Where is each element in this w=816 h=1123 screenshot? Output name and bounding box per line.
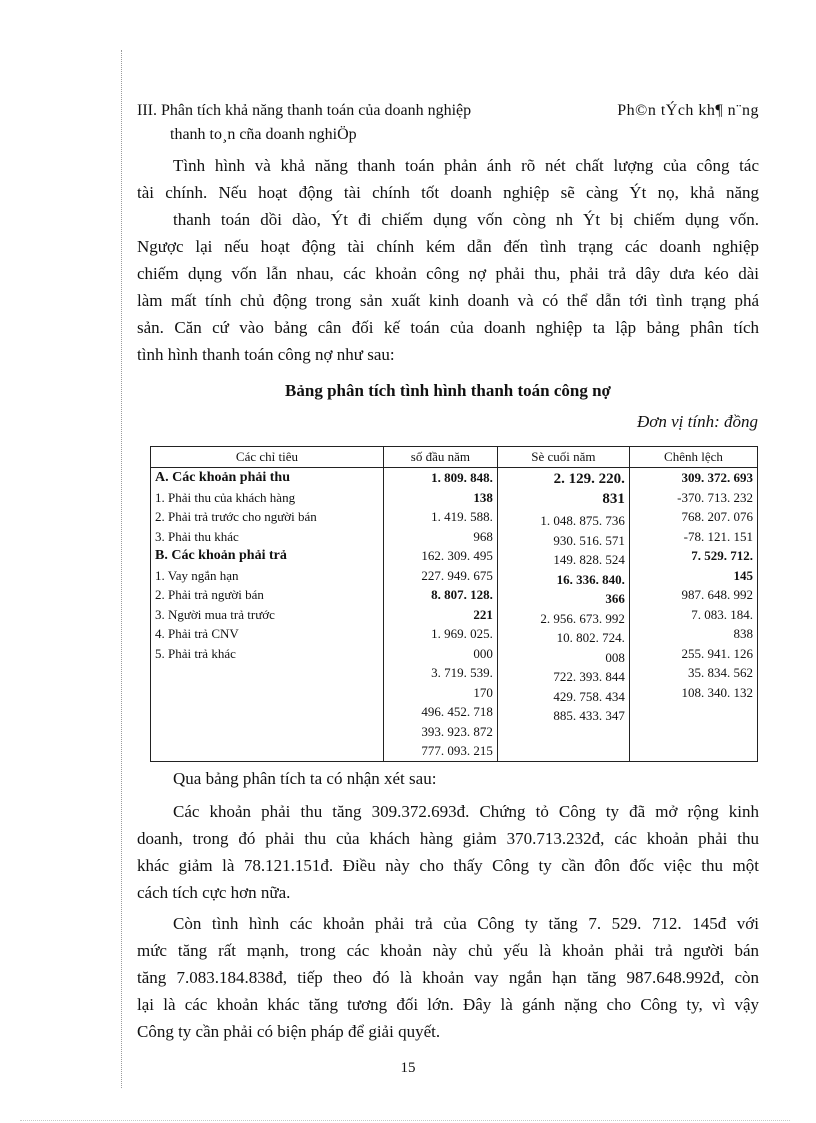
value-line: 831 [602, 490, 625, 507]
value-line: 000 [473, 645, 493, 661]
table-title: Bảng phân tích tình hình thanh toán công nợ [285, 381, 611, 400]
value-line: 496. 452. 718 [421, 704, 493, 719]
value-line: 2. 956. 673. 992 [540, 610, 625, 626]
value-line: 722. 393. 844 [553, 669, 625, 684]
paragraph-line: Tình hình và khả năng thanh toán phản ánh rõ nét chất lượng của công tác [173, 156, 759, 175]
begin-year-cell [383, 468, 497, 762]
value-line: 16. 336. 840. [556, 571, 625, 587]
value-line: 1. 969. 025. [431, 626, 493, 641]
value-line: 768. 207. 076 [681, 509, 753, 524]
value-line: 7. 083. 184. [691, 606, 753, 622]
criteria-item: 3. Phải thu khác [155, 528, 239, 544]
value-line: 309. 372. 693 [681, 470, 753, 485]
paragraph-line: thanh toán dồi dào, Ýt đi chiếm dụng vốn còng nh Ýt bị chiếm dụng vốn. [173, 210, 759, 229]
page-bottom-guide [20, 1120, 790, 1121]
value-line: 1. 048. 875. 736 [540, 513, 625, 528]
difference-cell [629, 468, 757, 762]
paragraph-line: tình hình thanh toán công nợ như sau: [137, 345, 395, 364]
criteria-item: 2. Phải trả trước cho người bán [155, 509, 317, 524]
criteria-group: A. Các khoản phải thu [155, 470, 290, 485]
value-line: 008 [605, 649, 625, 665]
remarks-paragraph-1 [137, 798, 759, 906]
table-header-row [151, 447, 758, 468]
unit-label: Đơn vị tính: đồng [637, 412, 758, 431]
value-line: 3. 719. 539. [431, 665, 493, 680]
value-line: 221 [473, 606, 493, 622]
paragraph-line: Công ty cần phải có biện pháp để giải quyết. [137, 1022, 441, 1041]
section-heading-garbled: Ph©n tÝch kh¶ n¨ng [617, 102, 759, 119]
value-line: 2. 129. 220. [553, 471, 625, 487]
remarks-intro [137, 765, 759, 792]
value-line: 429. 758. 434 [553, 688, 625, 704]
section-heading [137, 99, 759, 123]
value-line: 968 [473, 528, 493, 544]
paragraph-line: khác giảm là 78.121.151đ. Điều này cho thấy Công ty cần đôn đốc việc thu một [137, 856, 759, 875]
criteria-cell [151, 468, 384, 762]
value-line: 255. 941. 126 [681, 645, 753, 661]
criteria-item: 1. Phải thu của khách hàng [155, 489, 296, 505]
paragraph-line: doanh, trong đó phải thu của khách hàng giảm 370.713.232đ, các khoản phải thu [137, 829, 759, 848]
section-heading-text: III. Phân tích khả năng thanh toán của doanh nghiệp [137, 102, 472, 119]
value-line: 227. 949. 675 [421, 567, 493, 583]
value-line: 838 [733, 626, 753, 641]
paragraph-line: lại là các khoản khác tăng tương đối lớn. Đây là gánh nặng cho Công ty, vì vậy [137, 995, 759, 1014]
criteria-item: 5. Phải trả khác [155, 645, 236, 661]
value-line: 8. 807. 128. [431, 587, 493, 602]
criteria-item: 4. Phải trả CNV [155, 626, 239, 641]
section-heading-continuation: thanh to¸n cña doanh nghiÖp [170, 126, 357, 143]
paragraph-line: sản. Căn cứ vào bảng cân đối kế toán của doanh nghiệp ta lập bảng phân tích [137, 318, 759, 337]
paragraph-line: Các khoản phải thu tăng 309.372.693đ. Chứng tỏ Công ty đã mở rộng kinh [173, 802, 759, 821]
intro-paragraph [137, 152, 759, 368]
value-line: 10. 802. 724. [556, 630, 625, 645]
value-line: 1. 809. 848. [431, 470, 493, 485]
paragraph-line: tăng 7.083.184.838đ, tiếp theo đó là khoản vay ngắn hạn tăng 987.648.992đ, còn [137, 968, 759, 987]
page-margin-guide [121, 50, 122, 1088]
value-line: 35. 834. 562 [688, 665, 753, 680]
value-line: 930. 516. 571 [553, 532, 625, 548]
header-difference: Chênh lệch [629, 447, 757, 468]
paragraph-line: tài chính. Nếu hoạt động tài chính tốt doanh nghiệp sẽ càng Ýt nọ, khả năng [137, 183, 759, 202]
criteria-item: 1. Vay ngắn hạn [155, 567, 239, 583]
value-line: 7. 529. 712. [691, 548, 753, 563]
header-begin-year: số đầu năm [383, 447, 497, 468]
criteria-item: 2. Phải trả người bán [155, 587, 264, 602]
paragraph-line: Ngược lại nếu hoạt động tài chính kém dẫn đến tình trạng các doanh nghiệp [137, 237, 759, 256]
value-line: 149. 828. 524 [553, 552, 625, 567]
paragraph-line: chiếm dụng vốn lẫn nhau, các khoản công nợ phải thu, phải trả dây dưa kéo dài [137, 264, 759, 283]
paragraph-line: Còn tình hình các khoản phải trả của Công ty tăng 7. 529. 712. 145đ với [173, 914, 759, 933]
paragraph-line: cách tích cực hơn nữa. [137, 883, 291, 902]
header-end-year: Sè cuối năm [497, 447, 629, 468]
page-number: 15 [400, 1060, 416, 1076]
paragraph-line: làm mất tính chủ động trong sản xuất kinh doanh và có thể dẫn tới tình trạng phá [137, 291, 759, 310]
value-line: 138 [473, 489, 493, 505]
end-year-cell [497, 468, 629, 762]
criteria-group: B. Các khoản phải trả [155, 548, 287, 563]
header-criteria: Các chỉ tiêu [151, 447, 384, 468]
value-line: 170 [473, 684, 493, 700]
value-line: 108. 340. 132 [681, 684, 753, 700]
value-line: 145 [733, 567, 753, 583]
value-line: 885. 433. 347 [553, 708, 625, 723]
table-body-row [151, 468, 758, 762]
value-line: -78. 121. 151 [683, 528, 753, 544]
value-line: 1. 419. 588. [431, 509, 493, 524]
paragraph-line: Qua bảng phân tích ta có nhận xét sau: [173, 769, 437, 788]
value-line: 366 [605, 591, 625, 606]
remarks-paragraph-2 [137, 910, 759, 1045]
debt-analysis-table [150, 446, 758, 762]
paragraph-line: mức tăng rất mạnh, trong các khoản này chủ yếu là khoản phải trả người bán [137, 941, 759, 960]
value-line: 162. 309. 495 [421, 548, 493, 563]
value-line: 987. 648. 992 [681, 587, 753, 602]
value-line: -370. 713. 232 [677, 489, 753, 505]
value-line: 393. 923. 872 [421, 723, 493, 739]
criteria-item: 3. Người mua trả trước [155, 606, 275, 622]
value-line: 777. 093. 215 [421, 743, 493, 758]
